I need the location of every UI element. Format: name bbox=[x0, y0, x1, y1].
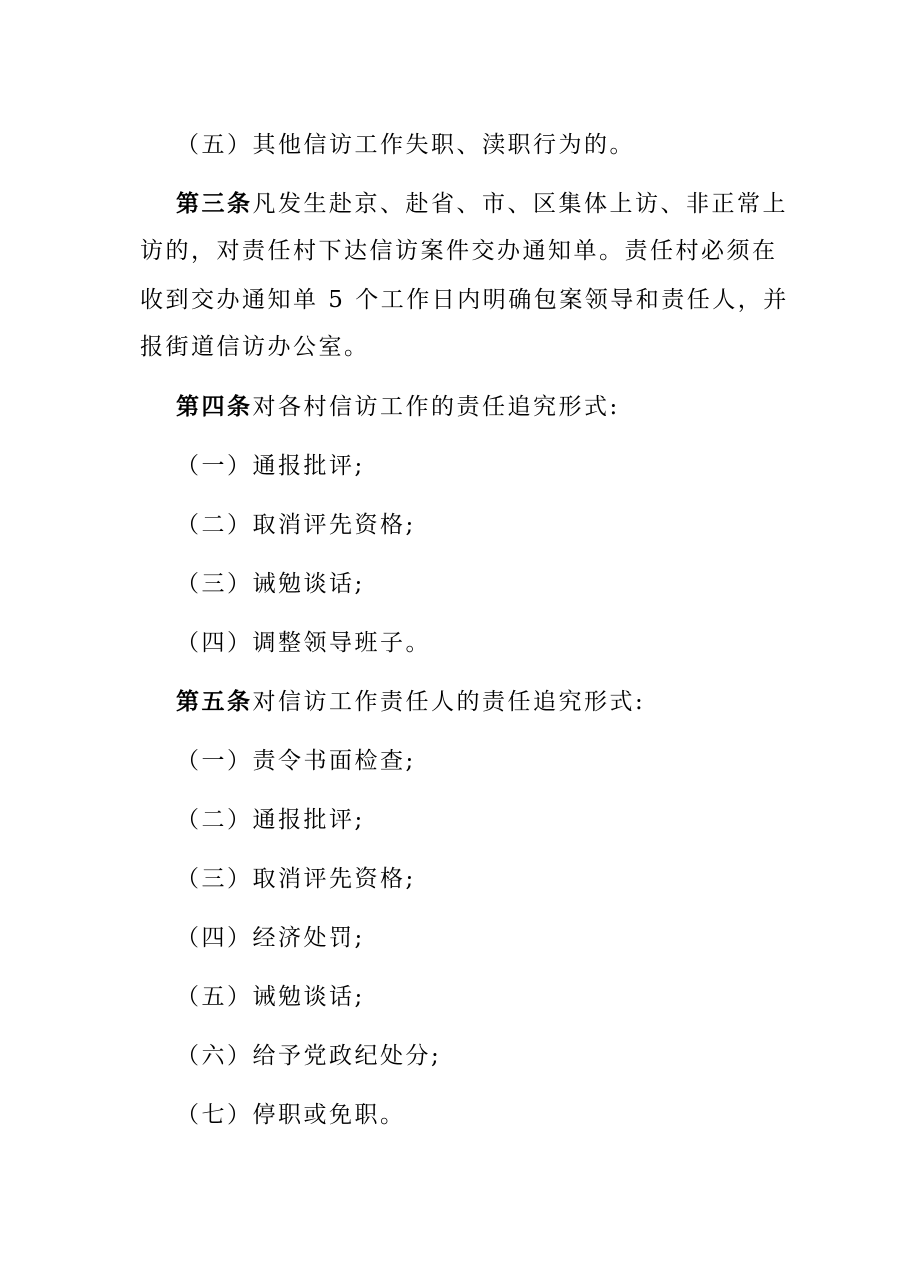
article5-text: 对信访工作责任人的责任追究形式: bbox=[252, 689, 646, 715]
article3-line2: 访的，对责任村下达信访案件交办通知单。责任村必须在 bbox=[140, 238, 778, 264]
article5-item-3: （三）取消评先资格; bbox=[176, 866, 416, 892]
article4-text: 对各村信访工作的责任追究形式: bbox=[252, 394, 620, 420]
article5-item-7: （七）停职或免职。 bbox=[176, 1102, 406, 1128]
article4-item-4: （四）调整领导班子。 bbox=[176, 630, 431, 656]
article4-item-1: （一）通报批评; bbox=[176, 453, 365, 479]
article5-heading bbox=[176, 687, 645, 717]
article4-label: 第四条 bbox=[176, 393, 253, 420]
article5-item-5: （五）诫勉谈话; bbox=[176, 984, 365, 1010]
article3-label: 第三条 bbox=[176, 190, 253, 217]
article5-label: 第五条 bbox=[176, 688, 253, 715]
article3-line1 bbox=[176, 189, 788, 219]
article3-line3: 收到交办通知单 5 个工作日内明确包案领导和责任人，并 bbox=[140, 287, 789, 313]
article5-item-4: （四）经济处罚; bbox=[176, 925, 365, 951]
article5-item-2: （二）通报批评; bbox=[176, 807, 365, 833]
article3-line4: 报街道信访办公室。 bbox=[140, 334, 370, 360]
article5-item-6: （六）给予党政纪处分; bbox=[176, 1043, 442, 1069]
article4-heading bbox=[176, 392, 620, 422]
article5-item-1: （一）责令书面检查; bbox=[176, 748, 416, 774]
article4-item-2: （二）取消评先资格; bbox=[176, 512, 416, 538]
article4-item-3: （三）诫勉谈话; bbox=[176, 571, 365, 597]
prev-item-5: （五）其他信访工作失职、渎职行为的。 bbox=[176, 132, 635, 158]
article3-text-1: 凡发生赴京、赴省、市、区集体上访、非正常上 bbox=[252, 191, 788, 217]
